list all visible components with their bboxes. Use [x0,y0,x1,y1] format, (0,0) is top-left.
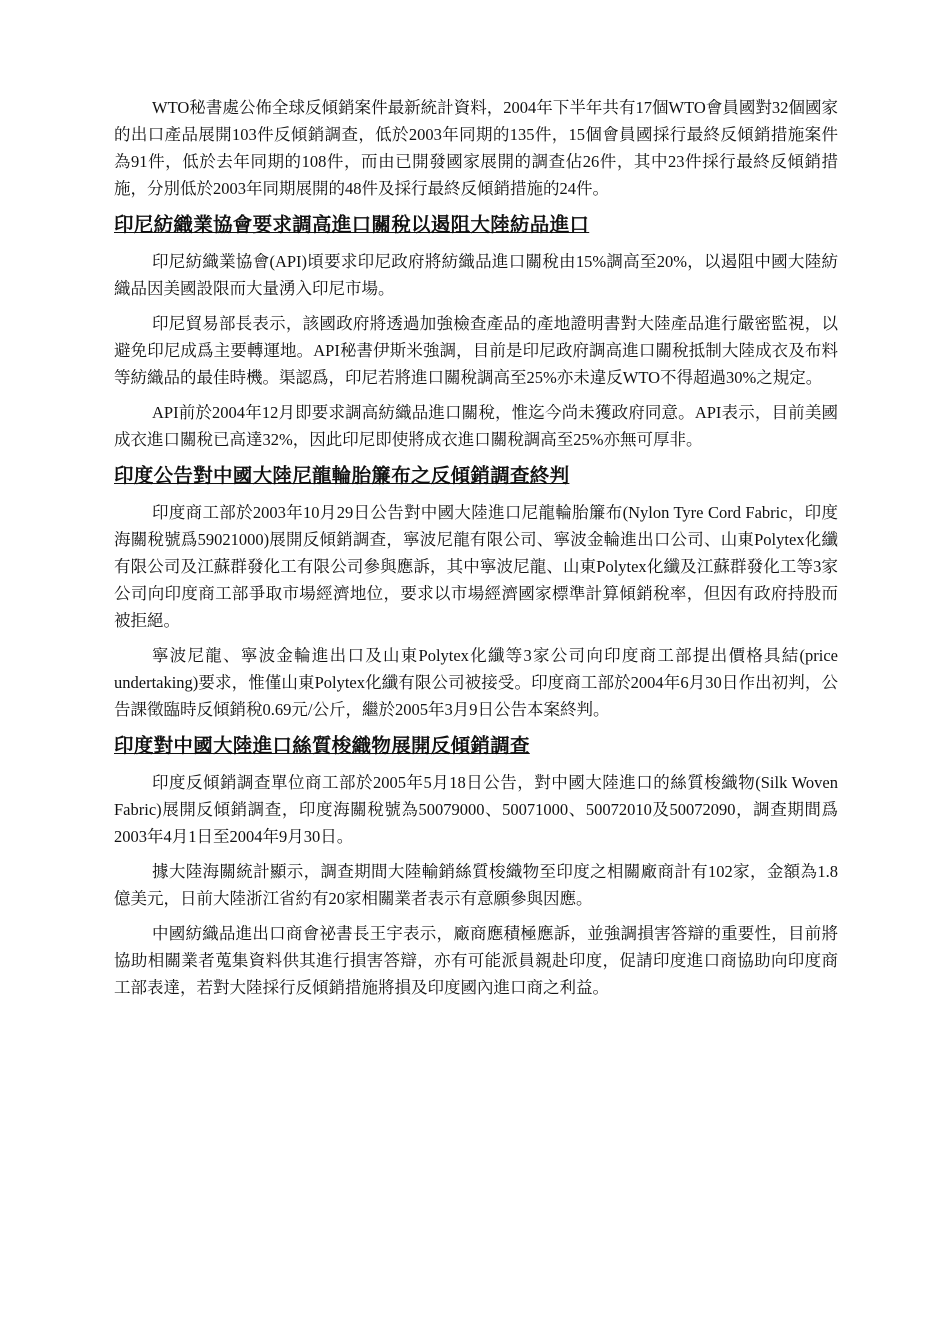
section-heading: 印度公告對中國大陸尼龍輪胎簾布之反傾銷調查終判 [114,466,570,487]
document-page [114,94,838,1009]
paragraph: API前於2004年12月即要求調高紡織品進口關稅，惟迄今尚未獲政府同意。API表示，目前美國成衣進口關稅已高達32%，因此印尼即使將成衣進口關稅調高至25%亦無可厚非。 [114,403,838,449]
section-indonesia-tariff [114,210,838,453]
paragraph: 印度商工部於2003年10月29日公告對中國大陸進口尼龍輪胎簾布(Nylon Tyre Cord Fabric，印度海關稅號爲59021000)展開反傾銷調查，寧波尼龍有限公司、寧波金輪進出口公司、山東Polytex化纖有限公司及江蘇群發化工有限公司參與應訴，其中寧波尼龍、山東Polytex化纖及江蘇群發化工等3家公司向印度商工部爭取市場經濟地位，要求以市場經濟國家標準計算傾銷稅率，但因有政府持股而被拒絕。 [114,503,838,630]
paragraph: 中國紡織品進出口商會祕書長王宇表示，廠商應積極應訴，並強調損害答辯的重要性，目前將協助相關業者蒐集資料供其進行損害答辯，亦有可能派員親赴印度，促請印度進口商協助向印度商工部表達，若對大陸採行反傾銷措施將損及印度國內進口商之利益。 [114,924,838,997]
paragraph: 印度反傾銷調查單位商工部於2005年5月18日公告，對中國大陸進口的絲質梭織物(Silk Woven Fabric)展開反傾銷調查，印度海關稅號為50079000、50071000、50072010及50072090，調查期間爲2003年4月1日至2004年9月30日。 [114,773,838,846]
section-heading: 印度對中國大陸進口絲質梭織物展開反傾銷調查 [114,736,530,757]
paragraph: 寧波尼龍、寧波金輪進出口及山東Polytex化纖等3家公司向印度商工部提出價格具結(price undertaking)要求，惟僅山東Polytex化纖有限公司被接受。印度商工部於2004年6月30日作出初判，公告課徵臨時反傾銷稅0.69元/公斤，繼於2005年3月9日公告本案終判。 [114,646,838,719]
paragraph: 印尼紡織業協會(API)頃要求印尼政府將紡織品進口關稅由15%調高至20%，以遏阻中國大陸紡織品因美國設限而大量湧入印尼市場。 [114,252,838,298]
paragraph: 印尼貿易部長表示，該國政府將透過加強檢查產品的產地證明書對大陸產品進行嚴密監視，以避免印尼成爲主要轉運地。API秘書伊斯米強調，目前是印尼政府調高進口關稅抵制大陸成衣及布料等紡織品的最佳時機。渠認爲，印尼若將進口關稅調高至25%亦未違反WTO不得超過30%之規定。 [114,314,838,387]
paragraph: 據大陸海關統計顯示，調查期間大陸輸銷絲質梭織物至印度之相關廠商計有102家，金額為1.8億美元，日前大陸浙江省約有20家相關業者表示有意願參與因應。 [114,862,838,908]
section-heading: 印尼紡織業協會要求調高進口關稅以遏阻大陸紡品進口 [114,215,590,236]
section-india-nylon-tyre [114,461,838,723]
section-india-silk-woven [114,731,838,1001]
intro-paragraph: WTO秘書處公佈全球反傾銷案件最新統計資料，2004年下半年共有17個WTO會員國對32個國家的出口產品展開103件反傾銷調查，低於2003年同期的135件，15個會員國採行最終反傾銷措施案件為91件，低於去年同期的108件，而由已開發國家展開的調查佔26件，其中23件採行最終反傾銷措施，分別低於2003年同期展開的48件及採行最終反傾銷措施的24件。 [114,98,838,198]
